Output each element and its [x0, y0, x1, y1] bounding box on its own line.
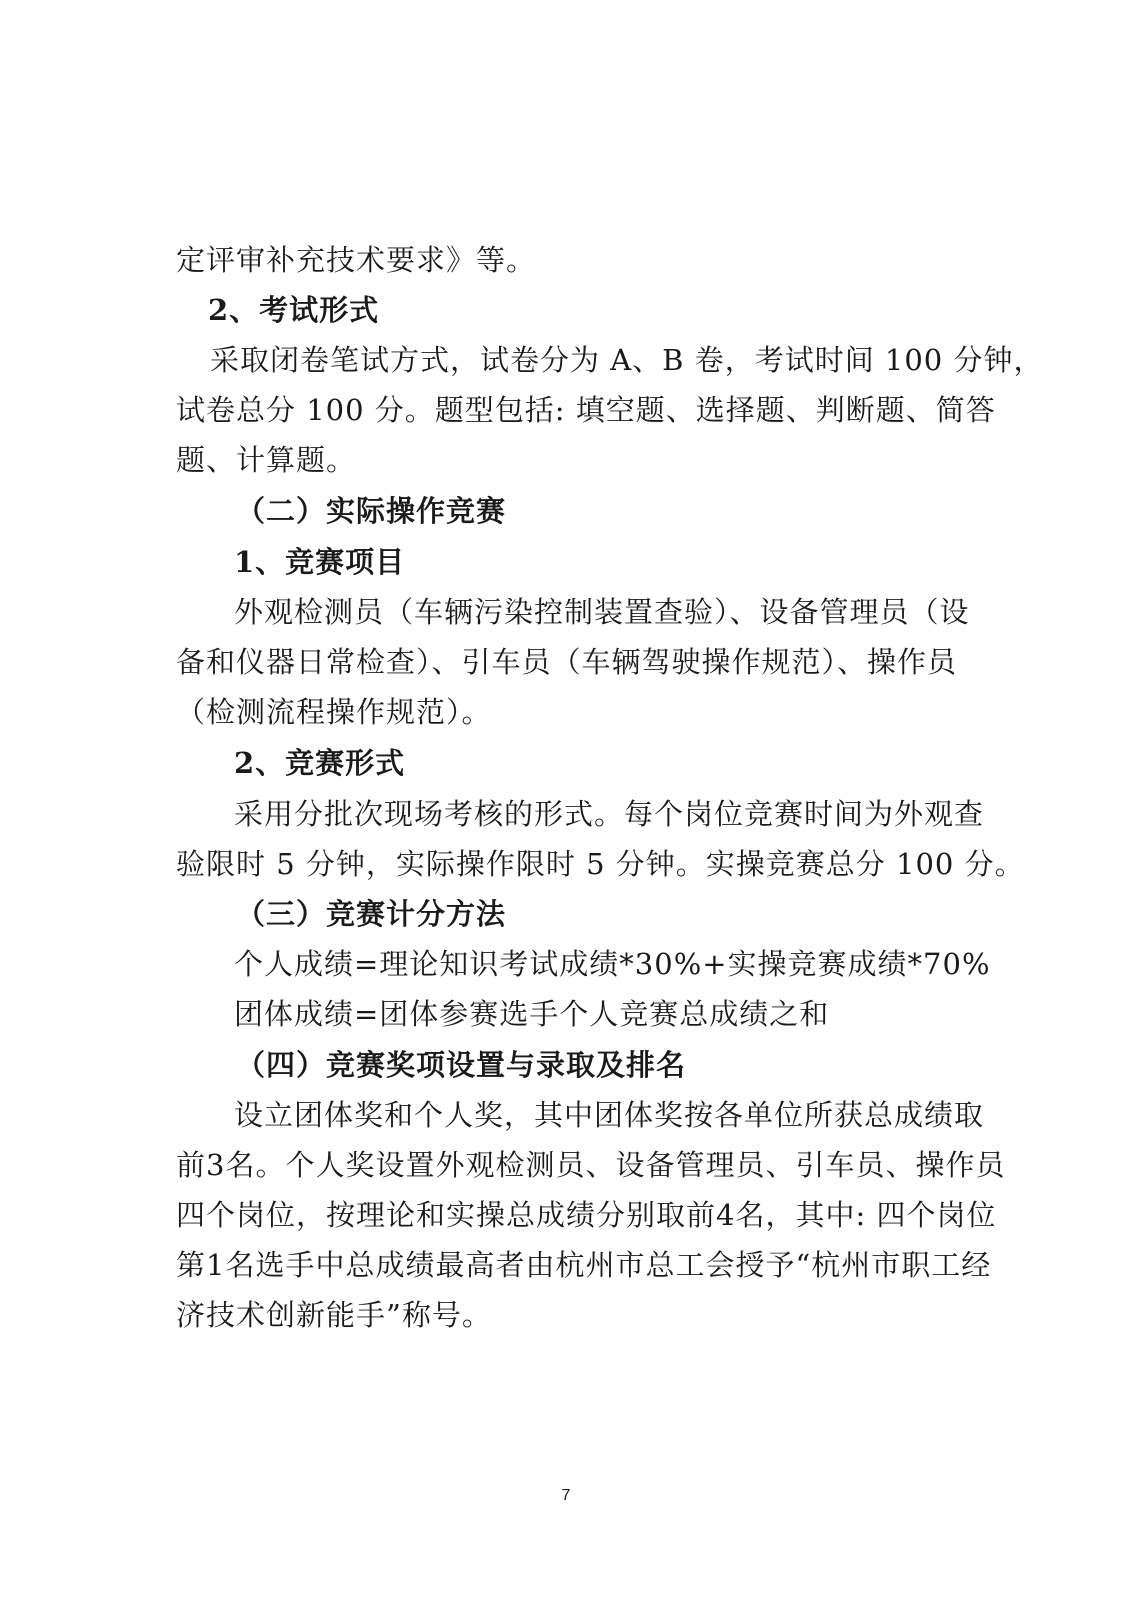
paragraph-line: （检测流程操作规范）。 — [176, 695, 492, 729]
paragraph-continuation: 定评审补充技术要求》等。 — [176, 243, 537, 277]
paragraph-line: 外观检测员（车辆污染控制装置查验）、设备管理员（设 — [234, 595, 970, 629]
section-heading-practical-competition: （二）实际操作竞赛 — [236, 494, 507, 528]
paragraph-line: 采用分批次现场考核的形式。每个岗位竞赛时间为外观查 — [234, 797, 985, 831]
section-heading-scoring-method: （三）竞赛计分方法 — [236, 897, 507, 931]
paragraph-line: 设立团体奖和个人奖，其中团体奖按各单位所获总成绩取 — [234, 1098, 985, 1132]
section-heading-competition-format: 2、竞赛形式 — [234, 746, 406, 780]
section-heading-awards: （四）竞赛奖项设置与录取及排名 — [236, 1048, 687, 1082]
formula-individual-score: 个人成绩=理论知识考试成绩*30%+实操竞赛成绩*70% — [234, 947, 991, 981]
section-heading-exam-format: 2、考试形式 — [208, 293, 380, 327]
paragraph-line: 前3名。个人奖设置外观检测员、设备管理员、引车员、操作员 — [176, 1148, 1006, 1182]
paragraph-line: 验限时 5 分钟，实际操作限时 5 分钟。实操竞赛总分 100 分。 — [176, 847, 1025, 881]
formula-team-score: 团体成绩=团体参赛选手个人竞赛总成绩之和 — [234, 997, 830, 1031]
paragraph-line: 题、计算题。 — [176, 443, 357, 477]
paragraph-line: 采取闭卷笔试方式，试卷分为 A、B 卷，考试时间 100 分钟， — [210, 343, 1044, 377]
page-number: 7 — [561, 1487, 571, 1504]
paragraph-line: 试卷总分 100 分。题型包括: 填空题、选择题、判断题、简答 — [176, 393, 996, 427]
paragraph-line: 备和仪器日常检查）、引车员（车辆驾驶操作规范）、操作员 — [176, 645, 958, 679]
paragraph-line: 第1名选手中总成绩最高者由杭州市总工会授予“杭州市职工经 — [176, 1248, 992, 1282]
paragraph-line: 济技术创新能手”称号。 — [176, 1298, 492, 1332]
section-heading-competition-items: 1、竞赛项目 — [234, 545, 406, 579]
paragraph-line: 四个岗位，按理论和实操总成绩分别取前4名，其中: 四个岗位 — [176, 1198, 997, 1232]
